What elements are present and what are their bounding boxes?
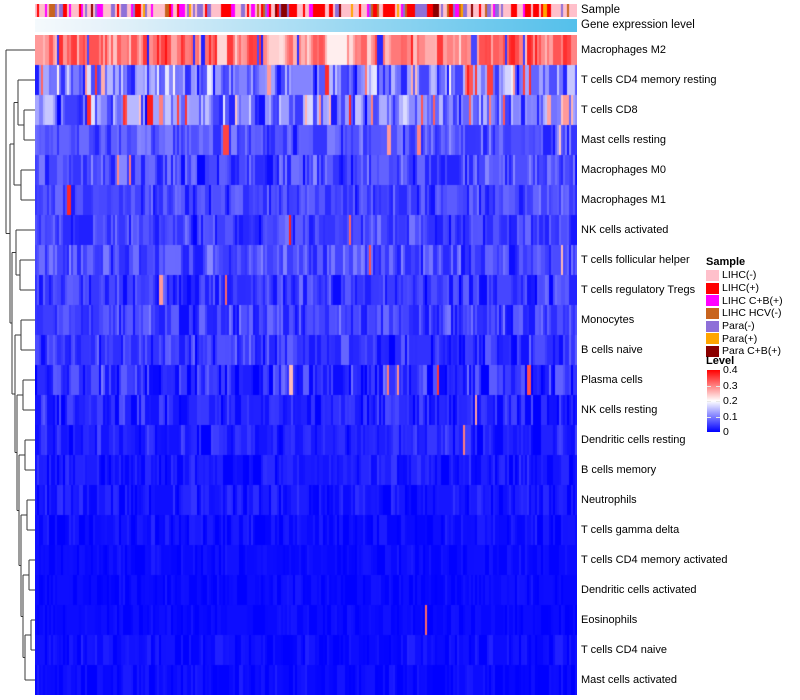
legend-entry-label: Para(+) <box>722 332 758 345</box>
row-label: T cells gamma delta <box>581 523 680 536</box>
row-label: T cells follicular helper <box>581 253 690 266</box>
level-tick-label: 0.4 <box>723 364 738 376</box>
row-label: T cells CD4 naive <box>581 643 667 656</box>
legend-color-swatch <box>706 308 719 319</box>
level-tick-label: 0.2 <box>723 395 738 407</box>
legend-sample-entry <box>706 307 798 320</box>
row-label: Macrophages M1 <box>581 193 666 206</box>
gene-expression-annotation-bar <box>35 19 577 32</box>
legend-sample-entry <box>706 320 798 333</box>
level-tick-dash <box>707 401 711 402</box>
legend-sample <box>706 256 798 358</box>
level-tick-dash <box>707 386 711 387</box>
row-dendrogram <box>0 0 36 700</box>
legend-sample-entry <box>706 332 798 345</box>
row-label: Mast cells resting <box>581 133 666 146</box>
legend-entry-label: Para(-) <box>722 320 755 333</box>
row-label: Monocytes <box>581 313 635 326</box>
legend-color-swatch <box>706 283 719 294</box>
row-label: Dendritic cells activated <box>581 583 697 596</box>
level-tick-label: 0.3 <box>723 379 738 392</box>
row-label: T cells CD4 memory resting <box>581 73 717 86</box>
sample-annotation-label: Sample <box>581 4 620 16</box>
row-label: B cells memory <box>581 463 657 476</box>
legend-level-title: Level <box>706 355 735 367</box>
legend-entry-label: LIHC(-) <box>722 269 757 282</box>
legend-entry-label: Para C+B(+) <box>722 345 781 358</box>
level-tick-label: 0 <box>723 426 729 438</box>
row-label: T cells CD8 <box>581 103 638 116</box>
row-label: Macrophages M2 <box>581 43 666 56</box>
row-label: Dendritic cells resting <box>581 433 686 446</box>
legend-color-swatch <box>706 321 719 332</box>
level-tick-dash <box>716 401 720 402</box>
sample-annotation-bar <box>35 4 577 17</box>
gene-expression-annotation-label: Gene expression level <box>581 19 695 31</box>
level-tick-label: 0.1 <box>723 410 738 423</box>
level-tick-dash <box>716 417 720 418</box>
legend-level <box>706 355 798 445</box>
row-label: Mast cells activated <box>581 673 677 686</box>
level-tick-dash <box>707 417 711 418</box>
row-label: T cells CD4 memory activated <box>581 553 728 566</box>
legend-sample-entry <box>706 269 798 282</box>
legend-sample-entry <box>706 282 798 295</box>
row-label: B cells naive <box>581 343 643 356</box>
row-label: Macrophages M0 <box>581 163 666 176</box>
legend-entry-label: LIHC(+) <box>722 282 760 295</box>
row-label: Plasma cells <box>581 373 643 386</box>
legend-sample-entries <box>706 269 798 358</box>
legend-color-swatch <box>706 270 719 281</box>
row-label: T cells regulatory Tregs <box>581 283 696 296</box>
legend-color-swatch <box>706 333 719 344</box>
level-tick-dash <box>716 386 720 387</box>
row-label: Eosinophils <box>581 613 638 626</box>
legend-color-swatch <box>706 295 719 306</box>
heatmap-body <box>35 35 577 695</box>
legend-sample-title: Sample <box>706 256 746 268</box>
row-label: NK cells activated <box>581 223 669 236</box>
row-label: NK cells resting <box>581 403 658 416</box>
row-label: Neutrophils <box>581 493 637 506</box>
legend-sample-entry <box>706 294 798 307</box>
legend-entry-label: LIHC HCV(-) <box>722 307 782 320</box>
legend-entry-label: LIHC C+B(+) <box>722 294 783 307</box>
